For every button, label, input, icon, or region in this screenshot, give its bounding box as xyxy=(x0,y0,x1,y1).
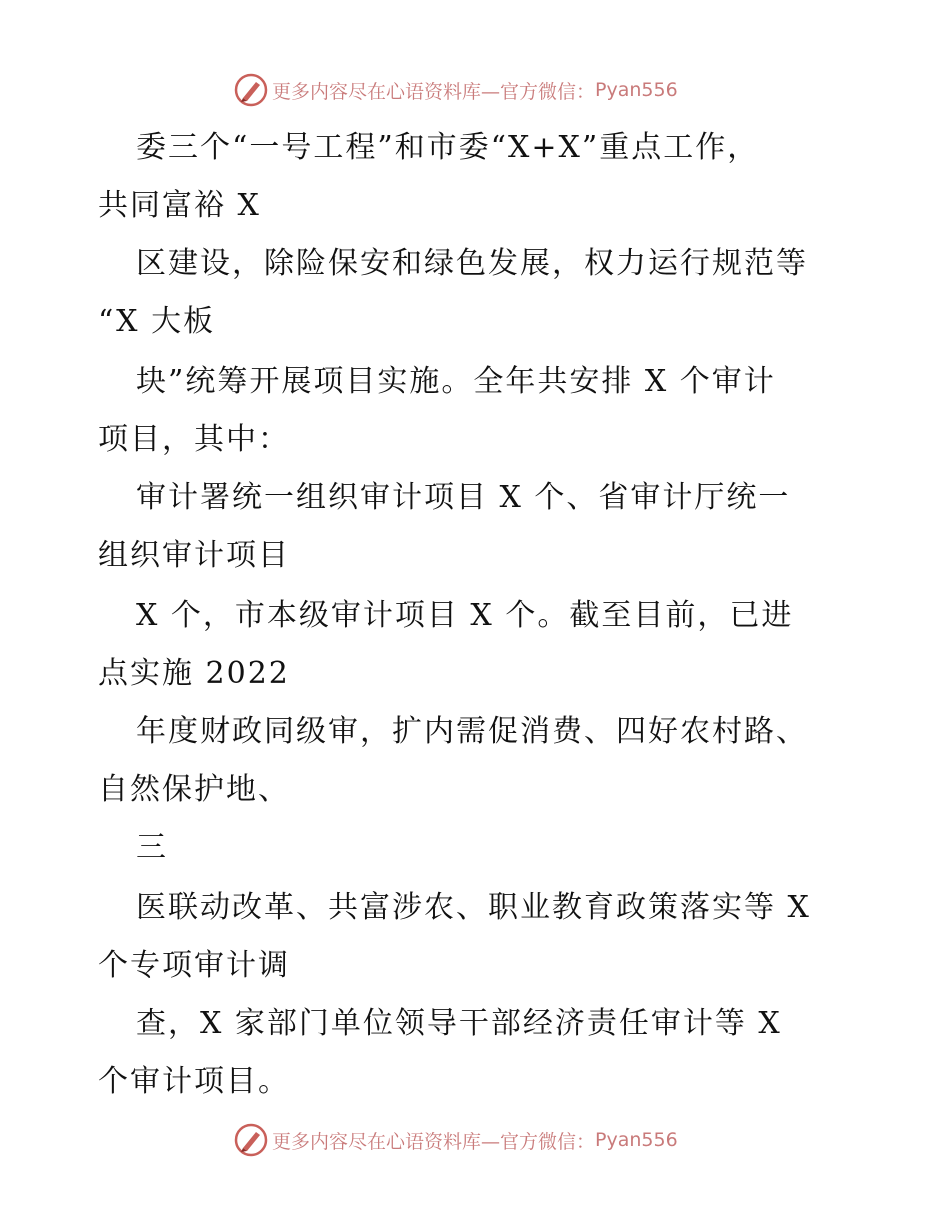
text-line: 三 xyxy=(136,830,168,865)
text-line: “X 大板 xyxy=(98,304,216,339)
text-line: 共同富裕 X xyxy=(98,188,261,223)
banner-wechat-label: 官方微信： xyxy=(500,1130,596,1153)
text-line: 年度财政同级审，扩内需促消费、四好农村路、 xyxy=(136,714,808,749)
text-line: 组织审计项目 xyxy=(98,538,290,573)
banner-wechat-label: 官方微信： xyxy=(500,80,596,103)
text-line: 个审计项目。 xyxy=(98,1064,290,1099)
banner-wechat-id: Pyan556 xyxy=(595,79,678,101)
text-line: 自然保护地、 xyxy=(98,772,290,807)
text-line: 区建设，除险保安和绿色发展，权力运行规范等 xyxy=(136,246,808,281)
text-line: 委三个“一号工程”和市委“X+X”重点工作， xyxy=(136,130,760,165)
text-line: 审计署统一组织审计项目 X 个、省审计厅统一 xyxy=(136,480,791,515)
text-line: X 个，市本级审计项目 X 个。截至目前，已进 xyxy=(136,598,794,633)
text-line: 项目，其中： xyxy=(98,422,290,457)
text-line: 点实施 2022 xyxy=(98,656,290,691)
banner-wechat-id: Pyan556 xyxy=(595,1129,678,1151)
text-line: 个专项审计调 xyxy=(98,948,290,983)
banner-text: 更多内容尽在心语资料库— xyxy=(272,1130,501,1153)
text-line: 查，X 家部门单位领导干部经济责任审计等 X xyxy=(136,1006,782,1041)
text-line: 医联动改革、共富涉农、职业教育政策落实等 X xyxy=(136,890,811,925)
footer-banner xyxy=(234,1122,714,1158)
pen-logo-icon xyxy=(234,1123,268,1157)
text-line: 块”统筹开展项目实施。全年共安排 X 个审计 xyxy=(136,364,776,399)
banner-text: 更多内容尽在心语资料库— xyxy=(272,80,501,103)
